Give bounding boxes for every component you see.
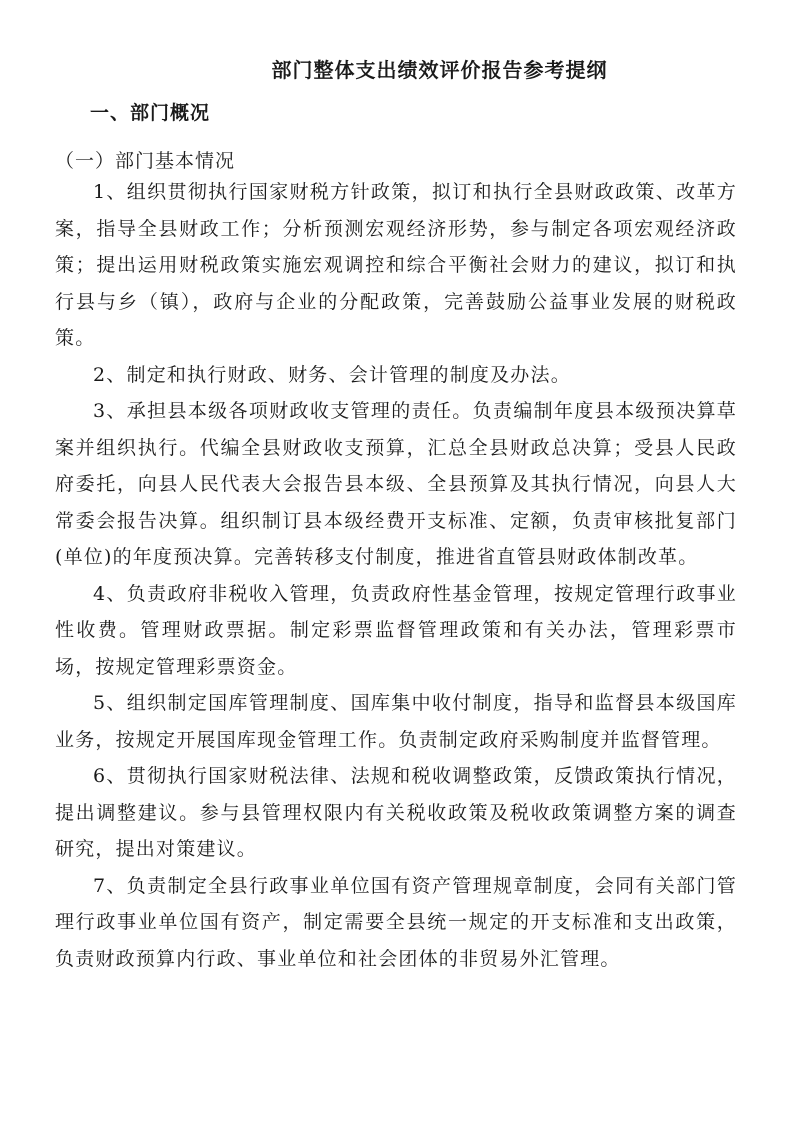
paragraph-5: 5、组织制定国库管理制度、国库集中收付制度，指导和监督县本级国库业务，按规定开展国库现金管理工作。负责制定政府采购制度并监督管理。: [55, 692, 737, 751]
paragraph-6: 6、贯彻执行国家财税法律、法规和税收调整政策，反馈政策执行情况，提出调整建议。参与县管理权限内有关税收政策及税收政策调整方案的调查研究，提出对策建议。: [55, 765, 737, 860]
paragraph-2: 2、制定和执行财政、财务、会计管理的制度及办法。: [93, 363, 571, 386]
document-title: 部门整体支出绩效评价报告参考提纲: [271, 58, 608, 82]
paragraph-3: 3、承担县本级各项财政收支管理的责任。负责编制年度县本级预决算草案并组织执行。代编全县财政收支预算，汇总全县财政总决算；受县人民政府委托，向县人民代表大会报告县本级、全县预算及其执行情况，向县人大常委会报告决算。组织制订县本级经费开支标准、定额，负责审核批复部门(单位)的年度预决算。完善转移支付制度，推进省直管县财政体制改革。: [55, 400, 737, 568]
section-heading: 一、部门概况: [90, 102, 211, 124]
paragraph-1: 1、组织贯彻执行国家财税方针政策，拟订和执行全县财政政策、改革方案，指导全县财政工作；分析预测宏观经济形势，参与制定各项宏观经济政策；提出运用财税政策实施宏观调控和综合平衡社会财力的建议，拟订和执行县与乡（镇），政府与企业的分配政策，完善鼓励公益事业发展的财税政策。: [55, 181, 737, 349]
paragraph-7: 7、负责制定全县行政事业单位国有资产管理规章制度，会同有关部门管理行政事业单位国有资产，制定需要全县统一规定的开支标准和支出政策，负责财政预算内行政、事业单位和社会团体的非贸易外汇管理。: [55, 874, 737, 970]
subsection-heading: （一）部门基本情况: [55, 150, 236, 172]
document-body: [55, 174, 737, 977]
paragraph-4: 4、负责政府非税收入管理，负责政府性基金管理，按规定管理行政事业性收费。管理财政票据。制定彩票监督管理政策和有关办法，管理彩票市场，按规定管理彩票资金。: [55, 582, 737, 678]
